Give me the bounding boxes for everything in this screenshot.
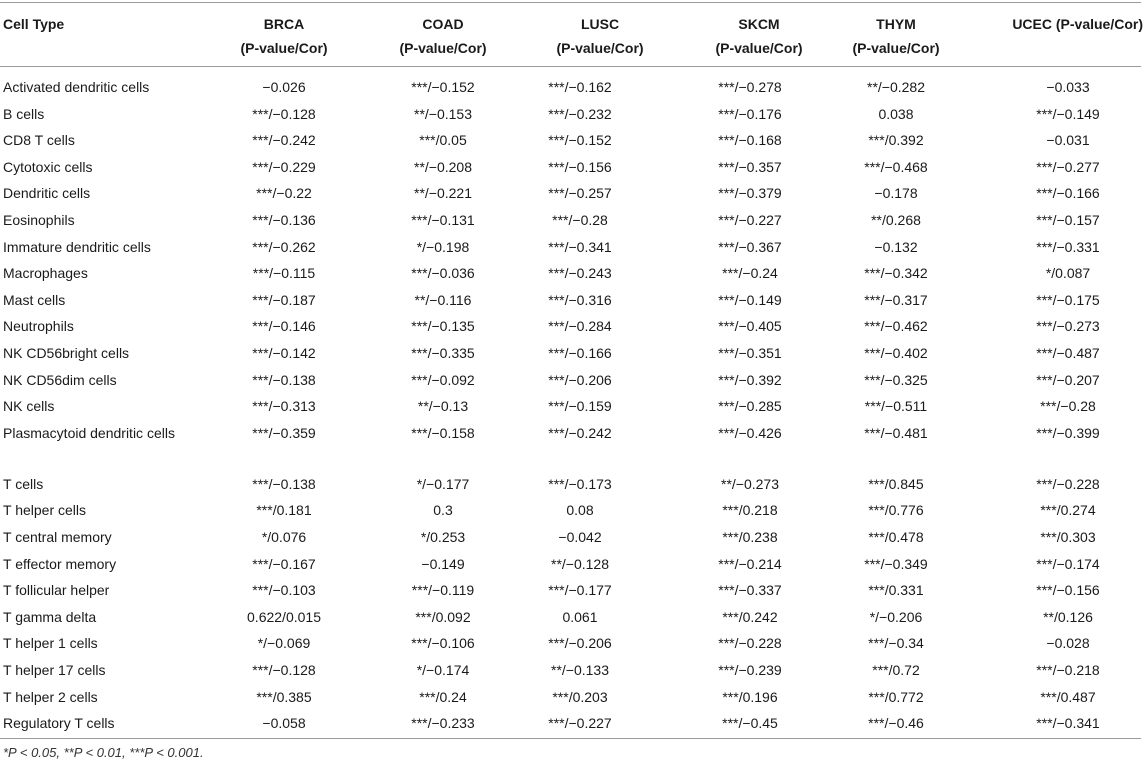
value-cell: ***/−0.481 bbox=[864, 424, 928, 441]
value-cell: ***/−0.187 bbox=[252, 291, 316, 308]
value-cell: ***/−0.285 bbox=[718, 398, 782, 415]
value-cell: 0.622/0.015 bbox=[247, 608, 321, 625]
value-cell: ***/−0.146 bbox=[252, 318, 316, 335]
value-cell: ***/−0.34 bbox=[868, 635, 924, 652]
table-row bbox=[0, 497, 1143, 523]
value-cell: ***/0.274 bbox=[1040, 502, 1096, 519]
table-row bbox=[0, 207, 1143, 233]
value-cell: ***/−0.316 bbox=[548, 291, 612, 308]
cell-type-name: T effector memory bbox=[3, 555, 117, 572]
value-cell: ***/−0.351 bbox=[718, 345, 782, 361]
cell-type-name: T follicular helper bbox=[3, 582, 110, 599]
value-cell: ***/−0.149 bbox=[1036, 105, 1100, 122]
value-cell: ***/−0.106 bbox=[411, 635, 475, 652]
table-row bbox=[0, 340, 1143, 366]
value-cell: 0.038 bbox=[878, 105, 914, 122]
table-row bbox=[0, 630, 1143, 656]
value-cell: ***/−0.487 bbox=[1036, 345, 1100, 361]
value-cell: */−0.206 bbox=[869, 608, 923, 625]
table-row bbox=[0, 367, 1143, 393]
value-cell: ***/−0.092 bbox=[411, 371, 475, 388]
value-cell: ***/−0.214 bbox=[718, 555, 782, 572]
cell-type-name: Regulatory T cells bbox=[3, 715, 115, 732]
cell-type-name: T cells bbox=[3, 475, 44, 492]
cell-type-name: Cytotoxic cells bbox=[3, 158, 93, 175]
cell-type-name: NK CD56bright cells bbox=[3, 345, 130, 361]
value-cell: ***/−0.138 bbox=[252, 371, 316, 388]
cell-type-name: T gamma delta bbox=[3, 608, 97, 625]
table-row bbox=[0, 471, 1143, 497]
value-cell: ***/−0.159 bbox=[548, 398, 612, 415]
value-cell: −0.042 bbox=[558, 529, 602, 545]
table-row bbox=[0, 420, 1143, 471]
value-cell: ***/−0.152 bbox=[548, 132, 612, 149]
value-cell: ***/−0.359 bbox=[252, 424, 316, 441]
header-rule bbox=[0, 66, 1141, 67]
value-cell: ***/−0.262 bbox=[252, 238, 316, 255]
value-cell: ***/−0.257 bbox=[548, 185, 612, 202]
value-cell: ***/−0.405 bbox=[718, 318, 782, 335]
value-cell: ***/−0.218 bbox=[1036, 662, 1100, 678]
header-coad bbox=[373, 12, 513, 60]
value-cell: ***/0.845 bbox=[868, 475, 924, 492]
header-coad-sub: (P-value/Cor) bbox=[399, 40, 487, 56]
table-row bbox=[0, 234, 1143, 260]
value-cell: */−0.198 bbox=[416, 238, 470, 255]
value-cell: **/−0.128 bbox=[551, 555, 609, 572]
value-cell: ***/−0.341 bbox=[548, 238, 612, 255]
header-thym-name: THYM bbox=[876, 16, 916, 32]
cell-type-name: T helper 2 cells bbox=[3, 688, 98, 705]
value-cell: ***/0.303 bbox=[1040, 529, 1096, 545]
value-cell: ***/−0.167 bbox=[252, 555, 316, 572]
value-cell: ***/−0.273 bbox=[1036, 318, 1100, 335]
value-cell: ***/−0.331 bbox=[1036, 238, 1100, 255]
value-cell: ***/−0.349 bbox=[864, 555, 928, 572]
value-cell: ***/−0.128 bbox=[252, 662, 316, 678]
value-cell: ***/0.72 bbox=[872, 662, 920, 678]
table-row bbox=[0, 101, 1143, 127]
header-skcm bbox=[689, 12, 829, 60]
header-thym-sub: (P-value/Cor) bbox=[852, 40, 940, 56]
value-cell: ***/0.05 bbox=[419, 132, 467, 149]
value-cell: ***/−0.138 bbox=[252, 475, 316, 492]
value-cell: ***/−0.45 bbox=[722, 715, 778, 732]
value-cell: −0.033 bbox=[1046, 79, 1090, 95]
value-cell: −0.028 bbox=[1046, 635, 1090, 652]
value-cell: ***/−0.157 bbox=[1036, 212, 1100, 228]
value-cell: ***/0.487 bbox=[1040, 688, 1096, 705]
value-cell: ***/−0.278 bbox=[718, 79, 782, 95]
value-cell: ***/−0.206 bbox=[548, 371, 612, 388]
value-cell: ***/0.392 bbox=[868, 132, 924, 149]
header-skcm-name: SKCM bbox=[738, 16, 780, 32]
value-cell: ***/−0.176 bbox=[718, 105, 782, 122]
value-cell: ***/0.203 bbox=[552, 688, 608, 705]
value-cell: ***/0.772 bbox=[868, 688, 924, 705]
value-cell: ***/−0.115 bbox=[252, 265, 316, 282]
value-cell: **/−0.13 bbox=[417, 398, 469, 415]
footnote: *P < 0.05, **P < 0.01, ***P < 0.001. bbox=[3, 745, 204, 760]
table-row bbox=[0, 287, 1143, 313]
value-cell: ***/−0.135 bbox=[411, 318, 475, 335]
value-cell: ***/0.331 bbox=[868, 582, 924, 599]
value-cell: ***/−0.28 bbox=[1040, 398, 1096, 415]
top-rule bbox=[0, 2, 1141, 3]
value-cell: ***/0.24 bbox=[419, 688, 467, 705]
cell-type-name: T helper 17 cells bbox=[3, 662, 106, 678]
header-ucec-sub: (P-value/Cor) bbox=[1055, 16, 1143, 32]
value-cell: */0.253 bbox=[420, 529, 466, 545]
value-cell: ***/−0.177 bbox=[548, 582, 612, 599]
value-cell: ***/−0.28 bbox=[552, 212, 608, 228]
value-cell: ***/0.092 bbox=[415, 608, 471, 625]
value-cell: ***/−0.379 bbox=[718, 185, 782, 202]
value-cell: ***/−0.357 bbox=[718, 158, 782, 175]
value-cell: ***/−0.158 bbox=[411, 424, 475, 441]
value-cell: ***/−0.392 bbox=[718, 371, 782, 388]
table-row bbox=[0, 684, 1143, 710]
table-row bbox=[0, 657, 1143, 683]
header-thym bbox=[826, 12, 966, 60]
value-cell: ***/−0.239 bbox=[718, 662, 782, 678]
value-cell: ***/−0.166 bbox=[548, 345, 612, 361]
value-cell: ***/−0.142 bbox=[252, 345, 316, 361]
value-cell: ***/−0.468 bbox=[864, 158, 928, 175]
value-cell: ***/0.478 bbox=[868, 529, 924, 545]
cell-type-name: Immature dendritic cells bbox=[3, 238, 151, 255]
value-cell: ***/−0.227 bbox=[548, 715, 612, 732]
header-lusc-name: LUSC bbox=[580, 16, 620, 32]
value-cell: ***/−0.232 bbox=[548, 105, 612, 122]
bottom-rule bbox=[0, 738, 1141, 739]
value-cell: ***/−0.337 bbox=[718, 582, 782, 599]
value-cell: −0.132 bbox=[874, 238, 918, 255]
value-cell: ***/−0.156 bbox=[548, 158, 612, 175]
value-cell: ***/0.218 bbox=[722, 502, 778, 519]
cell-type-name: Eosinophils bbox=[3, 212, 75, 228]
table-row bbox=[0, 604, 1143, 630]
cell-type-name: Dendritic cells bbox=[3, 185, 91, 202]
value-cell: */−0.069 bbox=[257, 635, 311, 652]
header-cell-type-label: Cell Type bbox=[3, 16, 65, 32]
table-row bbox=[0, 313, 1143, 339]
value-cell: **/−0.221 bbox=[414, 185, 472, 202]
header-ucec bbox=[965, 12, 1143, 36]
table-row bbox=[0, 524, 1143, 550]
value-cell: ***/−0.46 bbox=[868, 715, 924, 732]
header-brca-sub: (P-value/Cor) bbox=[240, 40, 328, 56]
value-cell: ***/−0.152 bbox=[411, 79, 475, 95]
header-coad-name: COAD bbox=[422, 16, 464, 32]
value-cell: ***/−0.207 bbox=[1036, 371, 1100, 388]
table-row bbox=[0, 577, 1143, 603]
value-cell: ***/0.776 bbox=[868, 502, 924, 519]
value-cell: −0.149 bbox=[421, 555, 465, 572]
value-cell: ***/−0.128 bbox=[252, 105, 316, 122]
value-cell: ***/−0.149 bbox=[718, 291, 782, 308]
value-cell: */0.087 bbox=[1045, 265, 1091, 282]
value-cell: ***/−0.103 bbox=[252, 582, 316, 599]
value-cell: ***/0.238 bbox=[722, 529, 778, 545]
value-cell: ***/−0.402 bbox=[864, 345, 928, 361]
value-cell: ***/−0.24 bbox=[722, 265, 778, 282]
cell-type-name: T central memory bbox=[3, 529, 112, 545]
cell-type-name: Neutrophils bbox=[3, 318, 74, 335]
value-cell: ***/−0.277 bbox=[1036, 158, 1100, 175]
table-row bbox=[0, 551, 1143, 577]
header-lusc bbox=[530, 12, 670, 60]
value-cell: ***/−0.228 bbox=[1036, 475, 1100, 492]
value-cell: ***/−0.22 bbox=[256, 185, 312, 202]
cell-type-name: Macrophages bbox=[3, 265, 88, 282]
value-cell: **/−0.153 bbox=[414, 105, 472, 122]
value-cell: ***/−0.399 bbox=[1036, 424, 1100, 441]
value-cell: ***/−0.233 bbox=[411, 715, 475, 732]
cell-type-name: Mast cells bbox=[3, 291, 66, 308]
value-cell: ***/−0.166 bbox=[1036, 185, 1100, 202]
cell-type-name: Activated dendritic cells bbox=[3, 79, 150, 95]
value-cell: ***/0.242 bbox=[722, 608, 778, 625]
value-cell: ***/−0.036 bbox=[411, 265, 475, 282]
header-lusc-sub: (P-value/Cor) bbox=[556, 40, 644, 56]
value-cell: ***/−0.426 bbox=[718, 424, 782, 441]
value-cell: **/−0.133 bbox=[551, 662, 609, 678]
value-cell: 0.061 bbox=[562, 608, 598, 625]
value-cell: ***/−0.243 bbox=[548, 265, 612, 282]
header-brca bbox=[214, 12, 354, 60]
value-cell: ***/−0.242 bbox=[548, 424, 612, 441]
value-cell: **/0.126 bbox=[1043, 608, 1093, 625]
table-row bbox=[0, 393, 1143, 419]
value-cell: */−0.174 bbox=[416, 662, 470, 678]
header-skcm-sub: (P-value/Cor) bbox=[715, 40, 803, 56]
value-cell: ***/−0.227 bbox=[718, 212, 782, 228]
value-cell: ***/−0.342 bbox=[864, 265, 928, 282]
value-cell: */0.076 bbox=[261, 529, 307, 545]
value-cell: ***/−0.206 bbox=[548, 635, 612, 652]
value-cell: ***/−0.174 bbox=[1036, 555, 1100, 572]
table-row bbox=[0, 260, 1143, 286]
value-cell: **/−0.273 bbox=[721, 475, 779, 492]
value-cell: ***/−0.228 bbox=[718, 635, 782, 652]
value-cell: ***/−0.173 bbox=[548, 475, 612, 492]
value-cell: ***/−0.341 bbox=[1036, 715, 1100, 732]
value-cell: ***/−0.156 bbox=[1036, 582, 1100, 599]
value-cell: ***/0.196 bbox=[722, 688, 778, 705]
table-row bbox=[0, 154, 1143, 180]
cell-type-name: CD8 T cells bbox=[3, 132, 75, 149]
value-cell: ***/−0.242 bbox=[252, 132, 316, 149]
table-row bbox=[0, 710, 1143, 736]
value-cell: ***/−0.462 bbox=[864, 318, 928, 335]
value-cell: −0.031 bbox=[1046, 132, 1090, 149]
header-brca-name: BRCA bbox=[263, 16, 305, 32]
value-cell: ***/−0.131 bbox=[411, 212, 475, 228]
cell-type-name: Plasmacytoid dendritic cells bbox=[3, 424, 175, 441]
value-cell: **/−0.282 bbox=[867, 79, 925, 95]
value-cell: **/−0.116 bbox=[414, 291, 472, 308]
cell-type-name: T helper cells bbox=[3, 502, 87, 519]
value-cell: ***/−0.119 bbox=[411, 582, 475, 599]
value-cell: */−0.177 bbox=[416, 475, 470, 492]
header-ucec-name: UCEC bbox=[1012, 16, 1052, 32]
value-cell: 0.08 bbox=[566, 502, 594, 519]
value-cell: ***/−0.229 bbox=[252, 158, 316, 175]
value-cell: ***/−0.136 bbox=[252, 212, 316, 228]
value-cell: ***/−0.313 bbox=[252, 398, 316, 415]
cell-type-name: T helper 1 cells bbox=[3, 635, 98, 652]
value-cell: ***/−0.335 bbox=[411, 345, 475, 361]
value-cell: 0.3 bbox=[433, 502, 453, 519]
table-row bbox=[0, 180, 1143, 206]
value-cell: **/−0.208 bbox=[414, 158, 472, 175]
cell-type-name: NK cells bbox=[3, 398, 55, 415]
header-cell-type bbox=[3, 12, 64, 36]
value-cell: ***/−0.162 bbox=[548, 79, 612, 95]
value-cell: ***/−0.325 bbox=[864, 371, 928, 388]
table-row bbox=[0, 74, 1143, 100]
value-cell: **/0.268 bbox=[871, 212, 921, 228]
value-cell: ***/−0.511 bbox=[864, 398, 928, 415]
value-cell: −0.058 bbox=[262, 715, 306, 732]
value-cell: ***/−0.317 bbox=[864, 291, 928, 308]
cell-type-name: B cells bbox=[3, 105, 45, 122]
cell-type-name: NK CD56dim cells bbox=[3, 371, 117, 388]
value-cell: ***/0.181 bbox=[256, 502, 312, 519]
value-cell: −0.026 bbox=[262, 79, 306, 95]
value-cell: ***/−0.284 bbox=[548, 318, 612, 335]
value-cell: ***/−0.175 bbox=[1036, 291, 1100, 308]
value-cell: ***/0.385 bbox=[256, 688, 312, 705]
value-cell: ***/−0.168 bbox=[718, 132, 782, 149]
value-cell: ***/−0.367 bbox=[718, 238, 782, 255]
value-cell: −0.178 bbox=[874, 185, 918, 202]
table-row bbox=[0, 127, 1143, 153]
